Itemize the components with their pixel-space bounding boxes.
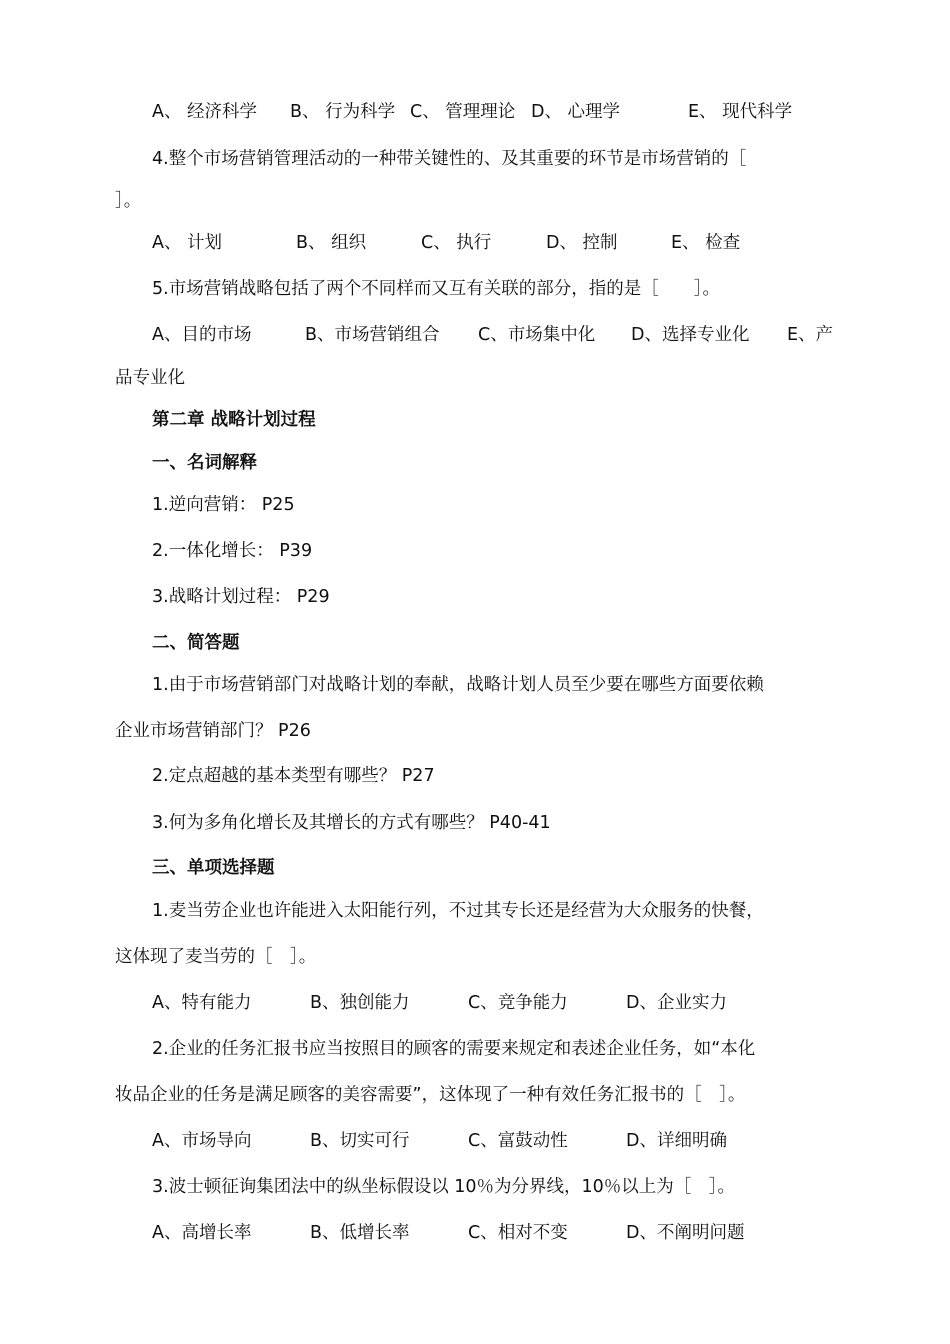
mc3-option-a: A、高增长率	[152, 1223, 252, 1243]
mc1-option-c: C、竞争能力	[468, 993, 568, 1013]
q3-option-d: D、 心理学	[531, 102, 621, 122]
q5-option-a: A、目的市场	[152, 325, 252, 345]
mc3-option-b: B、低增长率	[310, 1223, 410, 1243]
mc3-option-c: C、相对不变	[468, 1223, 568, 1243]
q5-option-e-continued: 品专业化	[115, 368, 185, 388]
term-item-3: 3.战略计划过程： P29	[152, 587, 330, 607]
term-item-1: 1.逆向营销： P25	[152, 495, 295, 515]
q4-option-e: E、 检查	[671, 233, 741, 253]
mc2-option-c: C、富鼓动性	[468, 1131, 568, 1151]
chapter-title: 第二章 战略计划过程	[152, 410, 316, 430]
q3-option-a: A、 经济科学	[152, 102, 258, 122]
mc1-option-b: B、独创能力	[310, 993, 410, 1013]
q3-option-b: B、 行为科学	[290, 102, 396, 122]
mc1-option-d: D、企业实力	[626, 993, 727, 1013]
short-answer-2: 2.定点超越的基本类型有哪些？ P27	[152, 766, 435, 786]
mc1-question-line1: 1.麦当劳企业也许能进入太阳能行列，不过其专长还是经营为大众服务的快餐，	[152, 901, 764, 921]
section-terms-title: 一、名词解释	[152, 453, 257, 473]
q5-option-b: B、市场营销组合	[305, 325, 440, 345]
q3-option-c: C、 管理理论	[410, 102, 516, 122]
q5-option-d: D、选择专业化	[631, 325, 750, 345]
mc1-option-a: A、特有能力	[152, 993, 252, 1013]
mc2-question-line2: 妆品企业的任务是满足顾客的美容需要”，这体现了一种有效任务汇报书的［ ］。	[115, 1085, 746, 1105]
short-answer-1-line2: 企业市场营销部门？ P26	[115, 721, 311, 741]
mc2-option-a: A、市场导向	[152, 1131, 252, 1151]
q5-question: 5.市场营销战略包括了两个不同样而又互有关联的部分，指的是［ ］。	[152, 279, 720, 299]
term-item-2: 2.一体化增长： P39	[152, 541, 313, 561]
q4-option-b: B、 组织	[296, 233, 367, 253]
section-single-choice-title: 三、单项选择题	[152, 858, 275, 878]
mc3-question: 3.波士顿征询集团法中的纵坐标假设以 10％为分界线，10％以上为［ ］。	[152, 1177, 736, 1197]
mc3-option-d: D、不阐明问题	[626, 1223, 745, 1243]
q3-option-e: E、 现代科学	[688, 102, 793, 122]
mc2-question-line1: 2.企业的任务汇报书应当按照目的顾客的需要来规定和表述企业任务，如“本化	[152, 1039, 756, 1059]
q4-question-line2: ］。	[115, 191, 142, 211]
short-answer-3: 3.何为多角化增长及其增长的方式有哪些？ P40-41	[152, 813, 551, 833]
q5-option-c: C、市场集中化	[478, 325, 596, 345]
q4-option-c: C、 执行	[421, 233, 492, 253]
mc2-option-d: D、详细明确	[626, 1131, 727, 1151]
q4-option-a: A、 计划	[152, 233, 223, 253]
mc1-question-line2: 这体现了麦当劳的［ ］。	[115, 947, 317, 967]
mc2-option-b: B、切实可行	[310, 1131, 410, 1151]
q5-option-e: E、产	[787, 325, 834, 345]
section-short-answer-title: 二、简答题	[152, 633, 240, 653]
q4-option-d: D、 控制	[546, 233, 618, 253]
q4-question-line1: 4.整个市场营销管理活动的一种带关键性的、及其重要的环节是市场营销的［	[152, 149, 747, 169]
short-answer-1-line1: 1.由于市场营销部门对战略计划的奉献，战略计划人员至少要在哪些方面要依赖	[152, 675, 764, 695]
